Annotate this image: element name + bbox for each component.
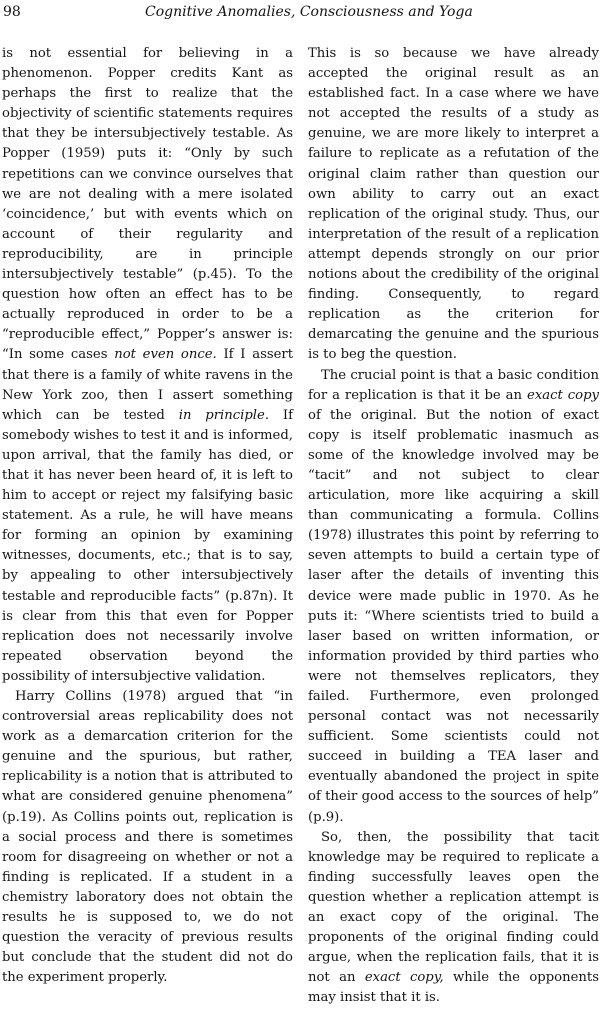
page-number: 98	[3, 4, 21, 20]
paragraph-exact-copy	[308, 366, 599, 828]
text-run: is not essential for believing in a phenomenon. Popper credits Kant as perhaps the first to realize that the objectivity of scientific statements requires that they be intersubjectively testable. As Popper (1959) puts it: “Only by such repetitions can we convince ourselves that we are not dealing with a mere isolated ‘coincidence,’ but with events which on account of their regularity and reproducibility, are in principle intersubjectively testable” (p.45). To the question how often an effect has to be actually reproduced in order to be a “reproducible effect,” Popper’s answer is: “In some cases	[2, 46, 293, 363]
text-run: So, then, the possibility that tacit knowledge may be required to replicate a finding successfully leaves open the question whether a replication attempt is an exact copy of the original. The proponents of the original finding could argue, when the replication fails, that it is not an	[308, 829, 599, 986]
left-column	[2, 44, 293, 988]
italic-text: exact copy,	[364, 970, 444, 986]
text-run: The crucial point is that a basic condition for a replication is that it be an	[308, 367, 599, 403]
page-header	[0, 2, 600, 26]
italic-text: exact copy	[527, 387, 599, 403]
text-run: If I assert that there is a family of white ravens in the New York zoo, then I assert something which can be tested	[2, 347, 294, 423]
text-run: while the opponents may insist that it is.	[308, 970, 599, 1006]
paragraph-tacit-knowledge	[308, 828, 599, 1009]
italic-text: in principle.	[178, 407, 270, 423]
paragraph-continuation: This is so because we have already accepted the original result as an established fact. In a case where we have not accepted the results of a study as genuine, we are more likely to interpret a failure to replicate as a refutation of the original claim rather than question our own ability to carry out an exact replication of the original study. Thus, our interpretation of the result of a replication attempt depends strongly on our prior notions about the credibility of the original finding. Consequently, to regard replication as the criterion for demarcating the genuine and the spurious is to beg the question.	[308, 46, 599, 363]
paragraph-popper	[2, 44, 293, 687]
text-run: If somebody wishes to test it and is informed, upon arrival, that the family has died, or that it has never been heard of, it is left to him to accept or reject my falsifying basic statement. As a rule, he will have means for forming an opinion by examining witnesses, documents, etc.; that is to say, by appealing to other intersubjectively testable and reproducible facts” (p.87n). It is clear from this that even for Popper replication does not necessarily involve repeated observation beyond the possibility of intersubjective validation.	[2, 407, 293, 684]
text-run: of the original. But the notion of exact copy is itself problematic inasmuch as some of the knowledge involved may be “tacit” and not subject to clear articulation, more like acquiring a skill than communicating a formula. Collins (1978) illustrates this point by referring to seven attempts to build a certain type of laser after the details of inventing this device were made public in 1970. As he puts it: “Where scientists tried to build a laser based on written information, or information provided by third parties who were not themselves replicators, they failed. Furthermore, even prolonged personal contact was not necessarily sufficient. Some scientists could not succeed in building a TEA laser and eventually abandoned the project in spite of their good access to the sources of help” (p.9).	[308, 407, 599, 825]
paragraph-collins: Harry Collins (1978) argued that “in controversial areas replicability does not work as a demarcation criterion for the genuine and the spurious, but rather, replicability is a notion that is attributed to what are considered genuine phenomena” (p.19). As Collins points out, replication is a social process and there is sometimes room for disagreeing on whether or not a finding is replicated. If a student in a chemistry laboratory does not obtain the results he is supposed to, we do not question the veracity of previous results but conclude that the student did not do the experiment properly.	[2, 689, 293, 986]
italic-text: not even once.	[114, 347, 217, 363]
running-title: Cognitive Anomalies, Consciousness and Yoga	[145, 4, 473, 20]
right-column	[308, 44, 599, 1009]
